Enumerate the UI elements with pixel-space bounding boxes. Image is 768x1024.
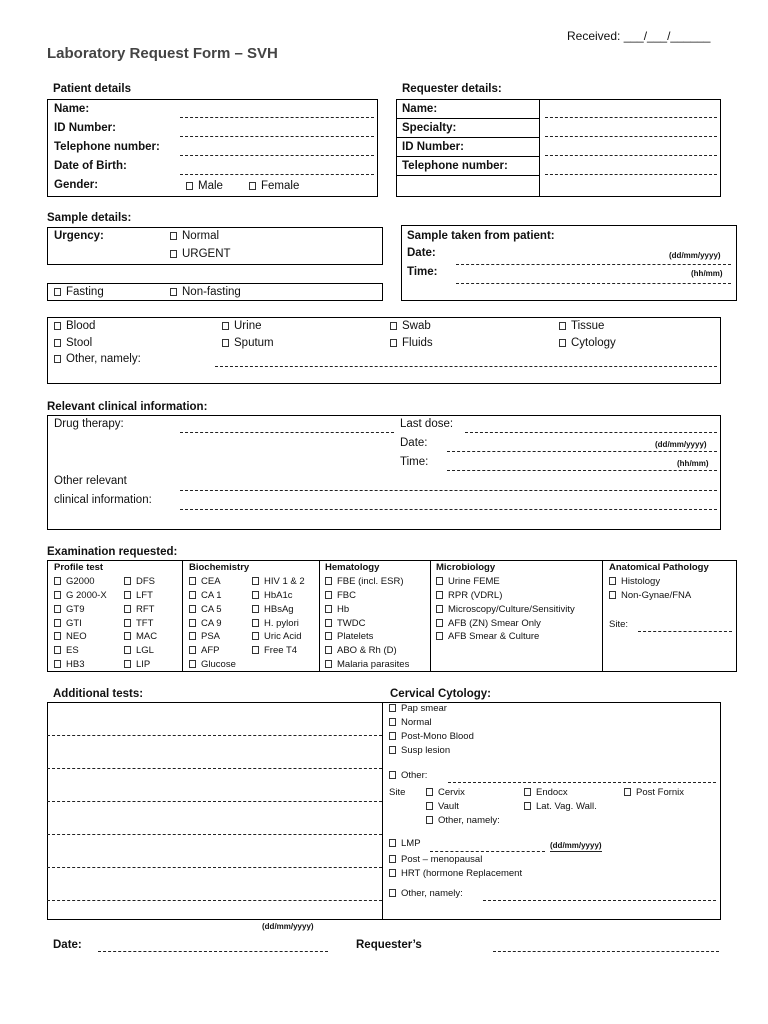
cervical-site-label: Site (389, 787, 406, 798)
patient-phone-label: Telephone number: (54, 141, 160, 153)
checkbox-icon (170, 232, 177, 240)
received-field: Received: ___/___/______ (567, 29, 711, 43)
cervical-other-option[interactable]: Other: (389, 770, 427, 782)
biochem-ca9-option[interactable]: CA 9 (189, 618, 222, 630)
cervical-susp-lesion-option[interactable]: Susp lesion (389, 745, 450, 757)
patient-dob-field[interactable] (180, 174, 374, 175)
profile-neo-option[interactable]: NEO (54, 631, 87, 643)
checkbox-icon (222, 322, 229, 330)
site-other-option[interactable]: Other, namely: (426, 815, 500, 827)
cervical-other-namely-option[interactable]: Other, namely: (389, 888, 463, 900)
checkbox-icon (436, 577, 443, 585)
profile-lip-option[interactable]: LIP (124, 659, 150, 671)
clinical-time-format: (hh/mm) (677, 459, 709, 468)
checkbox-icon (389, 889, 396, 897)
biochem-glucose-option[interactable]: Glucose (189, 659, 236, 671)
checkbox-icon (186, 182, 193, 190)
urgency-urgent-option[interactable]: URGENT (170, 247, 231, 261)
type-other-option[interactable]: Other, namely: (54, 352, 141, 366)
checkbox-icon (252, 632, 259, 640)
patient-id-label: ID Number: (54, 122, 116, 134)
checkbox-icon (390, 322, 397, 330)
checkbox-icon (252, 591, 259, 599)
checkbox-icon (54, 660, 61, 668)
cervical-other-field[interactable] (448, 782, 716, 783)
requester-heading: Requester details: (402, 83, 502, 95)
checkbox-icon (189, 660, 196, 668)
additional-tests-heading: Additional tests: (53, 688, 144, 700)
type-sputum-option[interactable]: Sputum (222, 336, 274, 350)
type-fluids-option[interactable]: Fluids (390, 336, 433, 350)
checkbox-icon (389, 771, 396, 779)
lmp-date-format: (dd/mm/yyyy) (550, 841, 602, 850)
micro-rpr-option[interactable]: RPR (VDRL) (436, 590, 502, 602)
site-lat-vag-option[interactable]: Lat. Vag. Wall. (524, 801, 597, 813)
footer-requester-field[interactable] (493, 951, 719, 952)
sample-type-box (47, 317, 721, 384)
checkbox-icon (124, 605, 131, 613)
checkbox-icon (325, 591, 332, 599)
cervical-post-menopausal-option[interactable]: Post – menopausal (389, 854, 482, 866)
patient-id-field[interactable] (180, 136, 374, 137)
requester-specialty-label: Specialty: (402, 122, 457, 134)
urgency-label: Urgency: (54, 230, 104, 242)
profile-g2000x-option[interactable]: G 2000-X (54, 590, 107, 602)
additional-test-line[interactable] (47, 801, 382, 802)
checkbox-icon (189, 577, 196, 585)
additional-test-line[interactable] (47, 867, 382, 868)
checkbox-icon (124, 632, 131, 640)
checkbox-icon (252, 646, 259, 654)
clinical-heading: Relevant clinical information: (47, 401, 208, 413)
additional-test-line[interactable] (47, 900, 382, 901)
cervical-pap-smear-option[interactable]: Pap smear (389, 703, 447, 715)
last-dose-label: Last dose: (400, 418, 454, 430)
checkbox-icon (436, 619, 443, 627)
type-blood-option[interactable]: Blood (54, 319, 95, 333)
anat-histology-option[interactable]: Histology (609, 576, 660, 588)
clinical-date-label: Date: (400, 437, 428, 449)
checkbox-icon (325, 660, 332, 668)
checkbox-icon (222, 339, 229, 347)
type-stool-option[interactable]: Stool (54, 336, 92, 350)
hema-abo-option[interactable]: ABO & Rh (D) (325, 645, 397, 657)
lmp-date-field[interactable] (430, 851, 545, 852)
cervical-other-namely-field[interactable] (483, 900, 716, 901)
checkbox-icon (124, 619, 131, 627)
anat-site-field[interactable] (638, 631, 732, 632)
cervical-heading: Cervical Cytology: (390, 688, 491, 700)
clinical-time-label: Time: (400, 456, 429, 468)
cervical-lmp-option[interactable]: LMP (389, 838, 421, 850)
checkbox-icon (249, 182, 256, 190)
checkbox-icon (436, 605, 443, 613)
additional-test-line[interactable] (47, 735, 382, 736)
biochem-hpylori-option[interactable]: H. pylori (252, 618, 299, 630)
checkbox-icon (325, 619, 332, 627)
checkbox-icon (559, 339, 566, 347)
checkbox-icon (609, 577, 616, 585)
profile-es-option[interactable]: ES (54, 645, 79, 657)
checkbox-icon (124, 646, 131, 654)
fasting-option[interactable]: Fasting (54, 285, 104, 299)
patient-name-field[interactable] (180, 117, 374, 118)
hema-malaria-option[interactable]: Malaria parasites (325, 659, 409, 671)
sample-heading: Sample details: (47, 212, 132, 224)
type-swab-option[interactable]: Swab (390, 319, 431, 333)
checkbox-icon (124, 577, 131, 585)
footer-date-format: (dd/mm/yyyy) (262, 922, 314, 931)
biochem-free-t4-option[interactable]: Free T4 (252, 645, 297, 657)
hema-twdc-option[interactable]: TWDC (325, 618, 366, 630)
biochem-title: Biochemistry (189, 562, 250, 573)
cervical-hrt-option[interactable]: HRT (hormone Replacement (389, 868, 522, 880)
other-clinical-field-2[interactable] (180, 509, 717, 510)
drug-therapy-field[interactable] (180, 432, 394, 433)
patient-name-label: Name: (54, 103, 90, 115)
checkbox-icon (189, 646, 196, 654)
profile-hb3-option[interactable]: HB3 (54, 659, 84, 671)
biochem-psa-option[interactable]: PSA (189, 631, 220, 643)
checkbox-icon (54, 288, 61, 296)
anatomical-pathology-title: Anatomical Pathology (609, 562, 709, 573)
gender-female-option[interactable]: Female (249, 179, 299, 193)
clinical-date-format: (dd/mm/yyyy) (655, 440, 707, 449)
patient-heading: Patient details (53, 83, 131, 95)
checkbox-icon (524, 788, 531, 796)
checkbox-icon (54, 339, 61, 347)
type-other-field[interactable] (215, 366, 717, 367)
page-title: Laboratory Request Form – SVH (47, 45, 278, 62)
checkbox-icon (124, 591, 131, 599)
sample-date-field[interactable] (456, 264, 731, 265)
checkbox-icon (559, 322, 566, 330)
gender-male-option[interactable]: Male (186, 179, 223, 193)
micro-urine-feme-option[interactable]: Urine FEME (436, 576, 500, 588)
biochem-hiv-option[interactable]: HIV 1 & 2 (252, 576, 305, 588)
site-cervix-option[interactable]: Cervix (426, 787, 465, 799)
checkbox-icon (170, 288, 177, 296)
other-clinical-label-2: clinical information: (54, 494, 152, 506)
biochem-cea-option[interactable]: CEA (189, 576, 221, 588)
checkbox-icon (436, 591, 443, 599)
anat-site-label: Site: (609, 619, 629, 630)
biochem-hbsag-option[interactable]: HBsAg (252, 604, 294, 616)
micro-afb-zn-option[interactable]: AFB (ZN) Smear Only (436, 618, 541, 630)
checkbox-icon (54, 591, 61, 599)
micro-mcs-option[interactable]: Microscopy/Culture/Sensitivity (436, 604, 575, 616)
hematology-title: Hematology (325, 562, 380, 573)
hema-hb-option[interactable]: Hb (325, 604, 349, 616)
checkbox-icon (389, 704, 396, 712)
type-tissue-option[interactable]: Tissue (559, 319, 604, 333)
footer-requester-label: Requester’s (356, 939, 422, 951)
checkbox-icon (325, 646, 332, 654)
checkbox-icon (389, 732, 396, 740)
checkbox-icon (54, 605, 61, 613)
profile-lgl-option[interactable]: LGL (124, 645, 154, 657)
checkbox-icon (390, 339, 397, 347)
checkbox-icon (189, 605, 196, 613)
requester-specialty-field[interactable] (545, 136, 717, 137)
sample-time-label: Time: (407, 266, 438, 278)
checkbox-icon (325, 632, 332, 640)
checkbox-icon (54, 355, 61, 363)
checkbox-icon (624, 788, 631, 796)
requester-name-label: Name: (402, 103, 438, 115)
other-clinical-field-1[interactable] (180, 490, 717, 491)
profile-rft-option[interactable]: RFT (124, 604, 154, 616)
urgency-normal-option[interactable]: Normal (170, 229, 219, 243)
site-endocx-option[interactable]: Endocx (524, 787, 568, 799)
type-cytology-option[interactable]: Cytology (559, 336, 616, 350)
requester-phone-label: Telephone number: (402, 160, 508, 172)
checkbox-icon (189, 632, 196, 640)
checkbox-icon (189, 619, 196, 627)
biochem-ca1-option[interactable]: CA 1 (189, 590, 222, 602)
type-urine-option[interactable]: Urine (222, 319, 261, 333)
additional-test-line[interactable] (47, 834, 382, 835)
clinical-time-field[interactable] (447, 470, 717, 471)
hema-fbc-option[interactable]: FBC (325, 590, 356, 602)
requester-id-label: ID Number: (402, 141, 464, 153)
checkbox-icon (426, 802, 433, 810)
checkbox-icon (389, 855, 396, 863)
hema-fbe-option[interactable]: FBE (incl. ESR) (325, 576, 404, 588)
footer-date-field[interactable] (98, 951, 328, 952)
sample-date-format: (dd/mm/yyyy) (669, 251, 721, 260)
footer-date-label: Date: (53, 939, 82, 951)
cervical-post-mono-option[interactable]: Post-Mono Blood (389, 731, 474, 743)
checkbox-icon (54, 632, 61, 640)
profile-g2000-option[interactable]: G2000 (54, 576, 95, 588)
checkbox-icon (54, 322, 61, 330)
checkbox-icon (54, 619, 61, 627)
checkbox-icon (252, 605, 259, 613)
checkbox-icon (389, 869, 396, 877)
checkbox-icon (426, 816, 433, 824)
cervical-normal-option[interactable]: Normal (389, 717, 432, 729)
sample-date-label: Date: (407, 247, 436, 259)
sample-time-field[interactable] (456, 283, 731, 284)
patient-dob-label: Date of Birth: (54, 160, 127, 172)
checkbox-icon (426, 788, 433, 796)
hema-platelets-option[interactable]: Platelets (325, 631, 373, 643)
requester-id-field[interactable] (545, 155, 717, 156)
micro-afb-culture-option[interactable]: AFB Smear & Culture (436, 631, 539, 643)
checkbox-icon (124, 660, 131, 668)
last-dose-field[interactable] (465, 432, 717, 433)
clinical-date-field[interactable] (447, 451, 717, 452)
profile-gti-option[interactable]: GTI (54, 618, 82, 630)
checkbox-icon (252, 577, 259, 585)
profile-lft-option[interactable]: LFT (124, 590, 153, 602)
sample-taken-heading: Sample taken from patient: (407, 230, 555, 242)
profile-test-title: Profile test (54, 562, 104, 573)
profile-mac-option[interactable]: MAC (124, 631, 157, 643)
checkbox-icon (325, 605, 332, 613)
site-post-fornix-option[interactable]: Post Fornix (624, 787, 684, 799)
biochem-afp-option[interactable]: AFP (189, 645, 219, 657)
other-clinical-label-1: Other relevant (54, 475, 127, 487)
checkbox-icon (252, 619, 259, 627)
checkbox-icon (389, 746, 396, 754)
checkbox-icon (54, 646, 61, 654)
exam-heading: Examination requested: (47, 546, 178, 558)
checkbox-icon (389, 839, 396, 847)
checkbox-icon (524, 802, 531, 810)
site-vault-option[interactable]: Vault (426, 801, 459, 813)
sample-time-format: (hh/mm) (691, 269, 723, 278)
checkbox-icon (189, 591, 196, 599)
non-fasting-option[interactable]: Non-fasting (170, 285, 241, 299)
checkbox-icon (325, 577, 332, 585)
checkbox-icon (436, 632, 443, 640)
biochem-uric-acid-option[interactable]: Uric Acid (252, 631, 301, 643)
checkbox-icon (609, 591, 616, 599)
patient-gender-label: Gender: (54, 179, 99, 191)
checkbox-icon (54, 577, 61, 585)
checkbox-icon (170, 250, 177, 258)
profile-gt9-option[interactable]: GT9 (54, 604, 84, 616)
biochem-ca5-option[interactable]: CA 5 (189, 604, 222, 616)
requester-name-field[interactable] (545, 117, 717, 118)
patient-phone-field[interactable] (180, 155, 374, 156)
profile-tft-option[interactable]: TFT (124, 618, 153, 630)
anat-non-gynae-option[interactable]: Non-Gynae/FNA (609, 590, 691, 602)
microbiology-title: Microbiology (436, 562, 496, 573)
additional-test-line[interactable] (47, 768, 382, 769)
checkbox-icon (389, 718, 396, 726)
biochem-hba1c-option[interactable]: HbA1c (252, 590, 293, 602)
profile-dfs-option[interactable]: DFS (124, 576, 155, 588)
drug-therapy-label: Drug therapy: (54, 418, 124, 430)
requester-phone-field[interactable] (545, 174, 717, 175)
